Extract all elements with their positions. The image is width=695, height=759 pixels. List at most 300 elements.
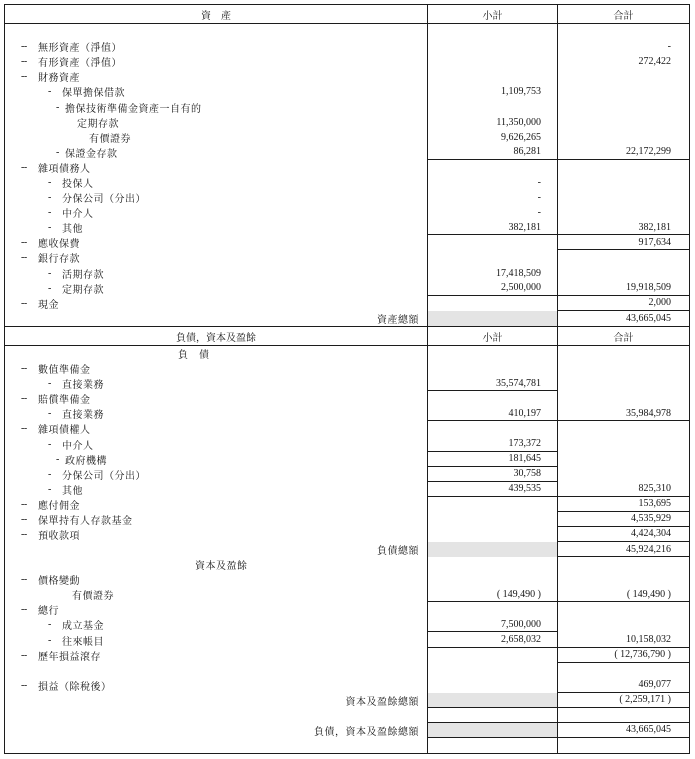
total-value: 19,918,509 <box>626 282 671 294</box>
subtotal-value: 173,372 <box>508 438 541 449</box>
subtotal-value: 9,626,265 <box>501 131 541 143</box>
item-label-cell <box>5 391 428 406</box>
row-label: 保單擔保借款 <box>62 88 125 100</box>
total-value: 45,924,216 <box>626 543 671 555</box>
total-cell <box>558 648 689 663</box>
item-label-cell <box>5 69 428 84</box>
indent-dash: -- <box>21 237 27 249</box>
table-row <box>5 406 689 421</box>
indent-dash: -- <box>21 41 27 53</box>
table-row <box>5 54 689 69</box>
table-row <box>5 361 689 376</box>
table-row <box>5 205 689 220</box>
subtotal-cell <box>428 235 558 250</box>
row-label: 負債，資本及盈餘總額 <box>314 726 419 738</box>
table-row <box>5 467 689 482</box>
total-cell <box>558 205 689 220</box>
total-value: 917,634 <box>638 236 671 248</box>
total-cell <box>558 69 689 84</box>
total-cell <box>558 266 689 281</box>
indent-dash: - <box>48 207 51 219</box>
table-row <box>5 311 689 326</box>
indent-dash: -- <box>21 161 27 173</box>
subtotal-cell <box>428 527 558 542</box>
item-label-cell <box>5 376 428 391</box>
table-row <box>5 452 689 467</box>
total-cell <box>558 738 689 753</box>
item-label-cell <box>5 527 428 542</box>
table-row <box>5 602 689 617</box>
table-row <box>5 587 689 602</box>
indent-dash: - <box>48 176 51 188</box>
total-cell <box>558 542 689 557</box>
item-label-cell <box>5 160 428 175</box>
row-label: 保單持有人存款基金 <box>38 515 133 527</box>
indent-dash: - <box>56 453 59 465</box>
assets-rows <box>5 24 689 326</box>
row-label: 銀行存款 <box>38 254 80 266</box>
indent-dash: - <box>56 101 59 113</box>
total-cell <box>558 250 689 265</box>
total-cell <box>558 99 689 114</box>
row-label: 往來帳目 <box>62 636 104 648</box>
total-cell <box>558 115 689 130</box>
row-label: 預收款項 <box>38 530 80 542</box>
total-value: 43,665,045 <box>626 312 671 324</box>
total-cell <box>558 190 689 205</box>
table-row <box>5 648 689 663</box>
total-cell <box>558 346 689 361</box>
subtotal-cell <box>428 99 558 114</box>
indent-dash: -- <box>21 56 27 68</box>
total-cell <box>558 497 689 512</box>
total-value: ( 12,736,790 ) <box>614 649 671 661</box>
indent-dash: - <box>48 619 51 631</box>
indent-dash: - <box>56 146 59 158</box>
item-label-cell <box>5 602 428 617</box>
table-row <box>5 542 689 557</box>
row-label: 財務資產 <box>38 73 80 85</box>
indent-dash: - <box>48 634 51 646</box>
subtotal-cell <box>428 572 558 587</box>
item-label-cell <box>5 190 428 205</box>
total-value: 825,310 <box>638 483 671 495</box>
table-row <box>5 527 689 542</box>
subtotal-value: - <box>537 192 541 204</box>
subtotal-cell <box>428 602 558 617</box>
total-cell <box>558 406 689 421</box>
total-cell <box>558 452 689 467</box>
balance-sheet-table <box>4 4 690 754</box>
total-cell <box>558 296 689 311</box>
liabilities-header-title: 負債，資本及盈餘 <box>5 327 428 345</box>
subtotal-cell <box>428 436 558 451</box>
table-row <box>5 346 689 361</box>
indent-dash: - <box>48 468 51 480</box>
total-cell <box>558 482 689 497</box>
total-cell <box>558 84 689 99</box>
total-cell <box>558 235 689 250</box>
row-label: 直接業務 <box>62 380 104 392</box>
row-label: 數值準備金 <box>38 365 91 377</box>
subtotal-cell-shaded <box>428 723 558 738</box>
subtotal-value: 1,109,753 <box>501 86 541 98</box>
table-row <box>5 130 689 145</box>
subtotal-cell <box>428 376 558 391</box>
item-label-cell <box>5 266 428 281</box>
indent-dash: -- <box>21 528 27 540</box>
indent-dash: - <box>48 222 51 234</box>
total-value: 272,422 <box>638 56 671 68</box>
row-label: 損益（除稅後） <box>38 681 112 693</box>
subtotal-value: 2,658,032 <box>501 634 541 646</box>
indent-dash: - <box>48 192 51 204</box>
item-label-cell <box>5 497 428 512</box>
total-value: 43,665,045 <box>626 724 671 736</box>
table-row <box>5 512 689 527</box>
table-row <box>5 115 689 130</box>
indent-dash: -- <box>21 297 27 309</box>
indent-dash: -- <box>21 71 27 83</box>
total-cell <box>558 527 689 542</box>
total-cell <box>558 708 689 723</box>
item-label-cell <box>5 24 428 39</box>
total-value: 22,172,299 <box>626 146 671 158</box>
item-label-cell <box>5 39 428 54</box>
table-row <box>5 723 689 738</box>
subtotal-cell <box>428 708 558 723</box>
item-label-cell <box>5 572 428 587</box>
item-label-cell <box>5 296 428 311</box>
total-cell <box>558 145 689 160</box>
subtotal-cell <box>428 250 558 265</box>
subtotal-cell <box>428 115 558 130</box>
item-label-cell <box>5 587 428 602</box>
total-cell <box>558 421 689 436</box>
total-cell <box>558 54 689 69</box>
section-label-cell <box>5 557 428 572</box>
item-label-cell <box>5 617 428 632</box>
assets-header-subtotal: 小計 <box>428 5 558 23</box>
total-cell <box>558 663 689 678</box>
indent-dash: -- <box>21 513 27 525</box>
subtotal-cell <box>428 482 558 497</box>
subtotal-cell <box>428 663 558 678</box>
total-value: ( 149,490 ) <box>626 588 671 600</box>
table-row <box>5 497 689 512</box>
section-label-cell <box>5 542 428 557</box>
subtotal-cell <box>428 69 558 84</box>
total-value: 469,077 <box>638 679 671 691</box>
item-label-cell <box>5 421 428 436</box>
item-label-cell <box>5 84 428 99</box>
indent-dash: -- <box>21 649 27 661</box>
subtotal-cell <box>428 678 558 693</box>
total-cell <box>558 602 689 617</box>
subtotal-cell <box>428 190 558 205</box>
item-label-cell <box>5 738 428 753</box>
indent-dash: - <box>48 282 51 294</box>
row-label: 總行 <box>38 606 59 618</box>
table-row <box>5 99 689 114</box>
row-label: 投保人 <box>62 178 94 190</box>
subtotal-value: 86,281 <box>513 146 541 158</box>
table-row <box>5 617 689 632</box>
total-cell <box>558 693 689 708</box>
table-row <box>5 632 689 647</box>
total-cell <box>558 376 689 391</box>
row-label: 有價證券 <box>72 591 114 603</box>
table-row <box>5 175 689 190</box>
table-row <box>5 391 689 406</box>
row-label: 應付佣金 <box>38 500 80 512</box>
table-row <box>5 376 689 391</box>
total-cell <box>558 632 689 647</box>
total-cell <box>558 723 689 738</box>
table-row <box>5 160 689 175</box>
table-row <box>5 69 689 84</box>
section-label-cell <box>5 693 428 708</box>
liabilities-header-total: 合計 <box>613 332 634 344</box>
total-cell <box>558 311 689 326</box>
row-label: 政府機構 <box>65 455 107 467</box>
subtotal-value: - <box>537 207 541 219</box>
item-label-cell <box>5 220 428 235</box>
row-label: 資產總額 <box>377 314 419 326</box>
table-row <box>5 190 689 205</box>
subtotal-value: ( 149,490 ) <box>496 588 541 600</box>
row-label: 賠償準備金 <box>38 395 91 407</box>
subtotal-value: 181,645 <box>508 453 541 465</box>
table-row <box>5 250 689 265</box>
total-value: 10,158,032 <box>626 634 671 646</box>
indent-dash: -- <box>21 679 27 691</box>
liabilities-header-row <box>5 326 689 346</box>
indent-dash: - <box>48 86 51 98</box>
total-cell <box>558 587 689 602</box>
subtotal-cell <box>428 205 558 220</box>
indent-dash: - <box>48 483 51 495</box>
item-label-cell <box>5 235 428 250</box>
row-label: 定期存款 <box>62 284 104 296</box>
table-row <box>5 482 689 497</box>
subtotal-cell <box>428 587 558 602</box>
row-label: 資本及盈餘總額 <box>345 696 419 708</box>
subtotal-cell-shaded <box>428 311 558 326</box>
row-label: 其他 <box>62 485 83 497</box>
row-label: 負 債 <box>178 350 210 362</box>
subtotal-cell <box>428 421 558 436</box>
total-cell <box>558 220 689 235</box>
total-cell <box>558 467 689 482</box>
subtotal-cell <box>428 281 558 296</box>
item-label-cell <box>5 115 428 130</box>
subtotal-cell <box>428 738 558 753</box>
row-label: 活期存款 <box>62 269 104 281</box>
assets-header-title: 資 產 <box>5 5 428 23</box>
subtotal-cell <box>428 452 558 467</box>
total-cell <box>558 361 689 376</box>
subtotal-cell <box>428 497 558 512</box>
item-label-cell <box>5 482 428 497</box>
subtotal-value: 410,197 <box>508 407 541 419</box>
liabilities-header-subtotal: 小計 <box>428 327 558 345</box>
indent-dash: -- <box>21 363 27 375</box>
total-cell <box>558 175 689 190</box>
table-row <box>5 84 689 99</box>
table-row <box>5 296 689 311</box>
subtotal-cell <box>428 39 558 54</box>
row-label: 成立基金 <box>62 621 104 633</box>
item-label-cell <box>5 145 428 160</box>
subtotal-cell <box>428 391 558 406</box>
subtotal-cell <box>428 266 558 281</box>
row-label: 分保公司（分出） <box>62 470 146 482</box>
total-cell <box>558 557 689 572</box>
subtotal-value: 35,574,781 <box>496 377 541 389</box>
subtotal-cell-shaded <box>428 693 558 708</box>
item-label-cell <box>5 99 428 114</box>
row-label: 中介人 <box>62 440 94 452</box>
item-label-cell <box>5 281 428 296</box>
item-label-cell <box>5 663 428 678</box>
indent-dash: -- <box>21 252 27 264</box>
subtotal-cell <box>428 467 558 482</box>
table-row <box>5 281 689 296</box>
row-label: 有形資產（淨值） <box>38 58 122 70</box>
subtotal-cell <box>428 361 558 376</box>
item-label-cell <box>5 648 428 663</box>
total-cell <box>558 436 689 451</box>
indent-dash: -- <box>21 423 27 435</box>
total-value: ( 2,259,171 ) <box>619 694 671 706</box>
item-label-cell <box>5 54 428 69</box>
row-label: 資本及盈餘 <box>195 561 248 573</box>
table-row <box>5 738 689 753</box>
indent-dash: -- <box>21 393 27 405</box>
item-label-cell <box>5 175 428 190</box>
item-label-cell <box>5 452 428 467</box>
table-row <box>5 145 689 160</box>
table-row <box>5 266 689 281</box>
indent-dash: -- <box>21 498 27 510</box>
assets-header-row <box>5 5 689 24</box>
row-label: 保證金存款 <box>65 148 118 160</box>
table-row <box>5 24 689 39</box>
total-cell <box>558 24 689 39</box>
subtotal-cell <box>428 617 558 632</box>
subtotal-cell <box>428 84 558 99</box>
indent-dash: - <box>48 438 51 450</box>
subtotal-cell <box>428 346 558 361</box>
section-label-cell <box>5 723 428 738</box>
total-cell <box>558 617 689 632</box>
item-label-cell <box>5 467 428 482</box>
subtotal-cell <box>428 648 558 663</box>
total-value: - <box>667 41 671 53</box>
item-label-cell <box>5 708 428 723</box>
total-value: 4,535,929 <box>631 513 671 525</box>
item-label-cell <box>5 678 428 693</box>
subtotal-cell <box>428 160 558 175</box>
row-label: 分保公司（分出） <box>62 194 146 206</box>
row-label: 中介人 <box>62 209 94 221</box>
subtotal-cell <box>428 296 558 311</box>
subtotal-value: 7,500,000 <box>501 618 541 630</box>
total-cell <box>558 572 689 587</box>
table-row <box>5 572 689 587</box>
row-label: 現金 <box>38 299 59 311</box>
row-label: 直接業務 <box>62 410 104 422</box>
row-label: 雜項債權人 <box>38 425 91 437</box>
table-row <box>5 421 689 436</box>
subtotal-cell <box>428 512 558 527</box>
item-label-cell <box>5 361 428 376</box>
table-row <box>5 436 689 451</box>
row-label: 定期存款 <box>77 118 119 130</box>
total-value: 35,984,978 <box>626 407 671 419</box>
row-label: 歷年損益滾存 <box>38 651 101 663</box>
subtotal-cell-shaded <box>428 542 558 557</box>
item-label-cell <box>5 406 428 421</box>
indent-dash: -- <box>21 604 27 616</box>
subtotal-value: 382,181 <box>508 221 541 233</box>
item-label-cell <box>5 130 428 145</box>
total-cell <box>558 678 689 693</box>
item-label-cell <box>5 205 428 220</box>
item-label-cell <box>5 512 428 527</box>
item-label-cell <box>5 436 428 451</box>
assets-header-total: 合計 <box>613 10 634 22</box>
total-cell <box>558 39 689 54</box>
table-row <box>5 678 689 693</box>
table-row <box>5 663 689 678</box>
row-label: 無形資產（淨值） <box>38 43 122 55</box>
subtotal-value: 11,350,000 <box>496 116 541 128</box>
table-row <box>5 220 689 235</box>
row-label: 其他 <box>62 224 83 236</box>
section-label-cell <box>5 346 428 361</box>
total-value: 2,000 <box>648 297 671 309</box>
indent-dash: -- <box>21 574 27 586</box>
table-row <box>5 693 689 708</box>
item-label-cell <box>5 250 428 265</box>
table-row <box>5 235 689 250</box>
row-label: 雜項債務人 <box>38 163 91 175</box>
total-cell <box>558 281 689 296</box>
total-cell <box>558 160 689 175</box>
subtotal-cell <box>428 145 558 160</box>
subtotal-cell <box>428 130 558 145</box>
subtotal-cell <box>428 220 558 235</box>
row-label: 應收保費 <box>38 239 80 251</box>
subtotal-value: - <box>537 176 541 188</box>
row-label: 價格變動 <box>38 576 80 588</box>
total-value: 382,181 <box>638 221 671 233</box>
indent-dash: - <box>48 267 51 279</box>
subtotal-cell <box>428 406 558 421</box>
total-cell <box>558 512 689 527</box>
table-row <box>5 557 689 572</box>
row-label: 有價證券 <box>89 133 131 145</box>
subtotal-cell <box>428 632 558 647</box>
row-label: 負債總額 <box>377 546 419 558</box>
row-label: 擔保技術準備金資產一自有的 <box>65 103 202 115</box>
subtotal-value: 30,758 <box>513 468 541 480</box>
total-cell <box>558 391 689 406</box>
section-label-cell <box>5 311 428 326</box>
table-row <box>5 708 689 723</box>
